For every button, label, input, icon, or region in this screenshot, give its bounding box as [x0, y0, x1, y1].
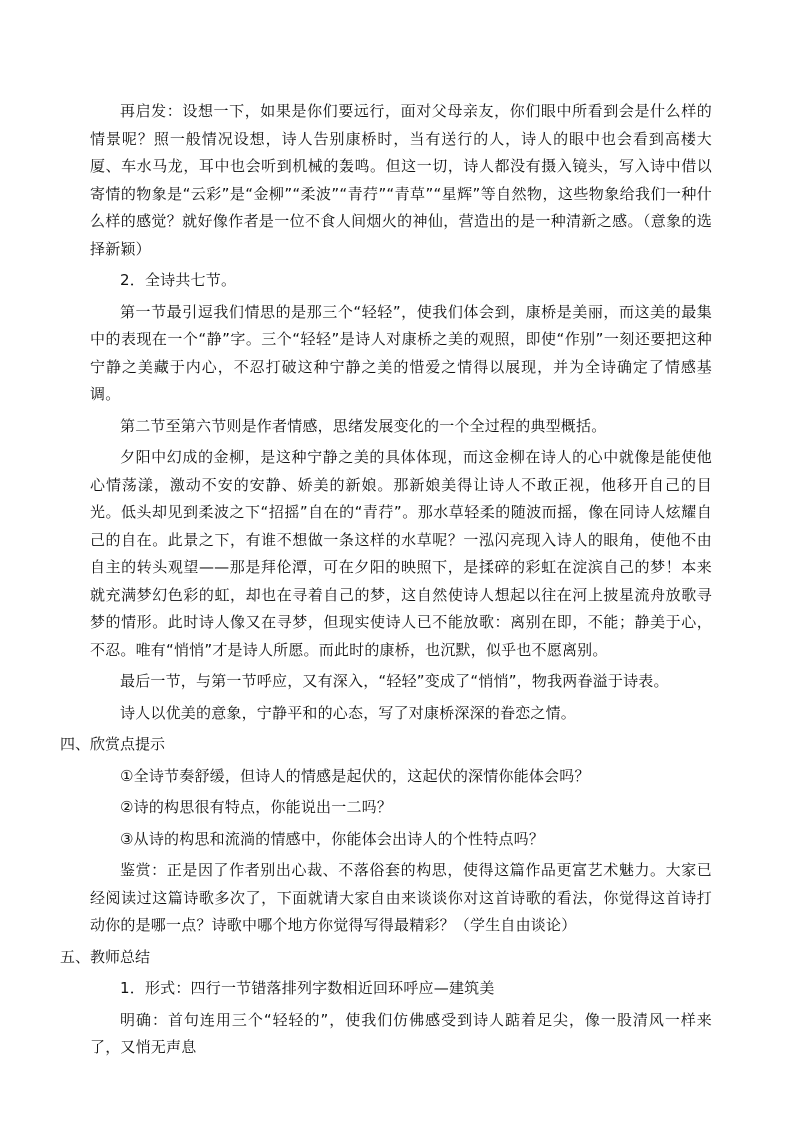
- section-heading-teacher-summary: 五、教师总结: [60, 947, 151, 966]
- section-heading-appreciation: 四、欣赏点提示: [60, 735, 166, 753]
- paragraph-golden-willow: 夕阳中幻成的金柳，是这种宁静之美的具体体现，而这金柳在诗人的心中就像是能使他心情荡漾，激动不安的安静、娇美的新娘。那新娘美得让诗人不敢正视，他移开自己的目光。低头却见到柔波之下“招摇”自在的“青荇”。那水草轻柔的随波而摇，像在同诗人炫耀自己的自在。此景之下，有谁不想做一条这样的水草呢？一泓闪亮现入诗人的眼角，使他不由自主的转头观望——那是拜伦潭，可在夕阳的映照下，是揉碎的彩虹在淀滨自己的梦！本来就充满梦幻色彩的虹，却也在寻着自己的梦，这自然使诗人想起以往在河上披星流舟放歌寻梦的情形。此时诗人像又在寻梦，但现实使诗人已不能放歌：离别在即，不能；静美于心，不忍。唯有“悄悄”才是诗人所愿。而此时的康桥，也沉默，似乎也不愿离别。: [90, 448, 712, 659]
- question-one: ①全诗节奏舒缓，但诗人的情感是起伏的，这起伏的深情你能体会吗？: [120, 766, 590, 785]
- paragraph-first-section: 第一节最引逗我们情思的是那三个“轻轻”，使我们体会到，康桥是美丽，而这美的最集中的表现在一个“静”字。三个“轻轻”是诗人对康桥之美的观照，即使“作别”一刻还要把这种宁静之美藏于内心，不忍打破这种宁静之美的惜爱之情得以展现，并为全诗确定了情感基调。: [90, 302, 712, 403]
- paragraph-clarification: 明确：首句连用三个“轻轻的”，使我们仿佛感受到诗人踮着足尖，像一股清风一样来了，又悄无声息: [90, 1010, 712, 1056]
- paragraph-sections-two-to-six: 第二节至第六节则是作者情感，思绪发展变化的一个全过程的典型概括。: [120, 416, 607, 435]
- document-body: [60, 98, 712, 1062]
- question-three: ③从诗的构思和流淌的情感中，你能体会出诗人的个性特点吗？: [120, 829, 545, 848]
- paragraph-form: 1．形式：四行一节错落排列字数相近回环呼应—建筑美: [120, 979, 495, 997]
- question-two: ②诗的构思很有特点，你能说出一二吗？: [120, 798, 393, 816]
- paragraph-summary: 诗人以优美的意象，宁静平和的心态，写了对康桥深深的眷恋之情。: [120, 703, 577, 722]
- paragraph-reflection: 再启发：设想一下，如果是你们要远行，面对父母亲友，你们眼中所看到会是什么样的情景呢？照一般情况设想，诗人告别康桥时，当有送行的人，诗人的眼中也会看到高楼大厦、车水马龙，耳中也会听到机械的轰鸣。但这一切，诗人都没有摄入镜头，写入诗中借以寄情的物象是“云彩”是“金柳”“柔波”“青荇”“青草”“星辉”等自然物，这些物象给我们一种什么样的感觉？就好像作者是一位不食人间烟火的神仙，营造出的是一种清新之感。（意象的选择新颖）: [90, 102, 712, 258]
- paragraph-seven-sections: 2．全诗共七节。: [120, 271, 237, 289]
- paragraph-last-section: 最后一节，与第一节呼应，又有深入，“轻轻”变成了“悄悄”，物我两眷溢于诗表。: [120, 672, 669, 690]
- paragraph-appreciation: 鉴赏：正是因了作者别出心裁、不落俗套的构思，使得这篇作品更富艺术魅力。大家已经阅读过这篇诗歌多次了，下面就请大家自由来谈谈你对这首诗歌的看法，你觉得这首诗打动你的是哪一点？诗歌中哪个地方你觉得写得最精彩？（学生自由谈论）: [90, 861, 712, 934]
